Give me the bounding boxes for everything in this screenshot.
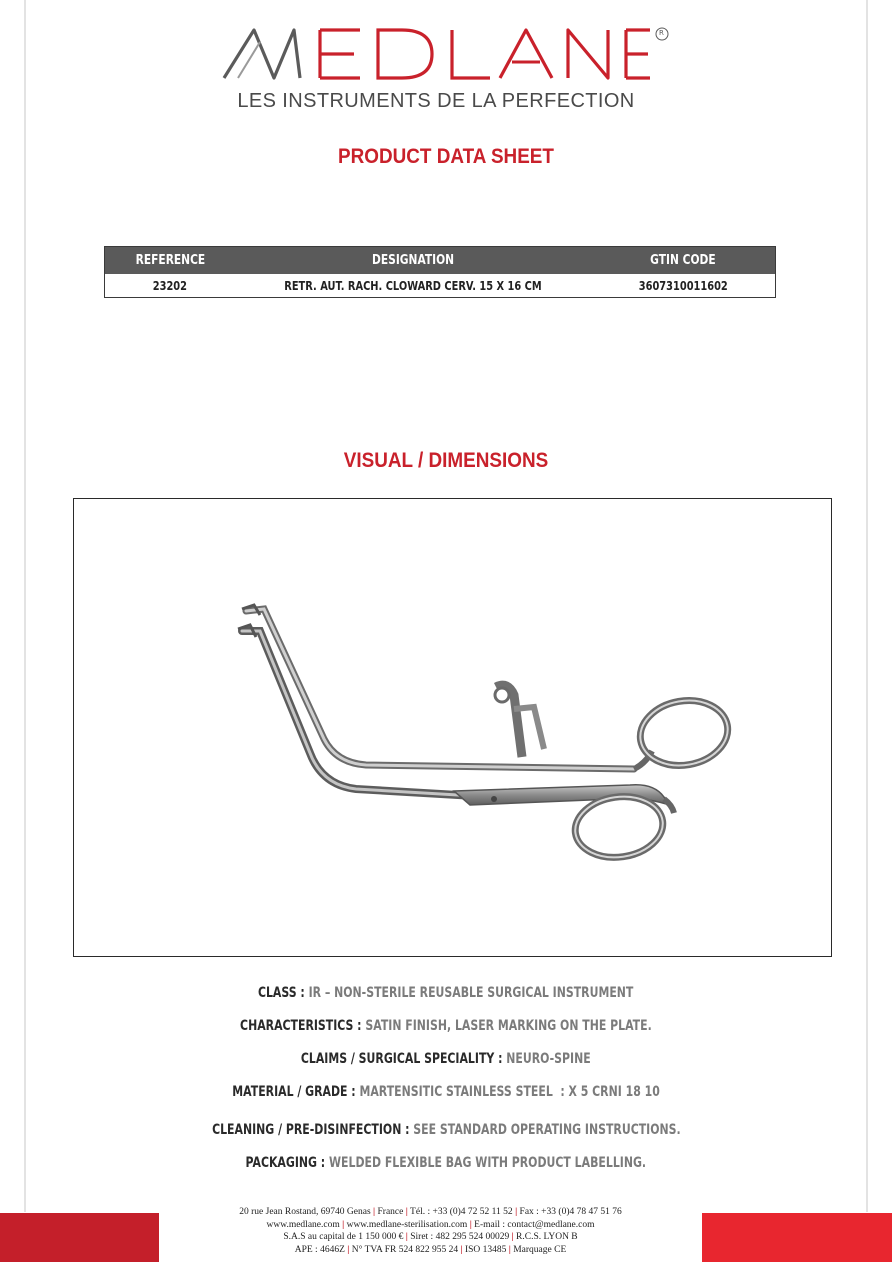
header-designation: DESIGNATION (371, 253, 455, 268)
email-link[interactable]: E-mail : contact@medlane.com (474, 1219, 595, 1230)
spec-packaging: PACKAGING : WELDED FLEXIBLE BAG WITH PRODUCT LABELLING. (245, 1155, 647, 1171)
footer-company-info (159, 1206, 702, 1256)
spec-characteristics: CHARACTERISTICS : SATIN FINISH, LASER MARKING ON THE PLATE. (240, 1018, 652, 1034)
spec-claims: CLAIMS / SURGICAL SPECIALITY : NEURO-SPINE (301, 1051, 591, 1067)
header-gtin: GTIN CODE (650, 253, 716, 268)
sterilisation-website-link[interactable]: www.medlane-sterilisation.com (346, 1219, 468, 1230)
reference-table (104, 246, 776, 298)
medlane-logo (220, 24, 672, 84)
product-data-sheet-heading: PRODUCT DATA SHEET (338, 145, 554, 168)
brand-tagline: LES INSTRUMENTS DE LA PERFECTION (237, 90, 635, 112)
footer-accent-left (0, 1213, 159, 1262)
header-reference: REFERENCE (135, 253, 205, 268)
spec-cleaning: CLEANING / PRE-DISINFECTION : SEE STANDARD OPERATING INSTRUCTIONS. (211, 1122, 681, 1138)
website-link[interactable]: www.medlane.com (266, 1219, 340, 1230)
visual-dimensions-heading: VISUAL / DIMENSIONS (343, 449, 549, 472)
spec-class: CLASS : IR – NON-STERILE REUSABLE SURGICAL INSTRUMENT (258, 985, 634, 1001)
spec-material: MATERIAL / GRADE : MARTENSITIC STAINLESS STEEL : X 5 CRNI 18 10 (232, 1084, 660, 1100)
footer-line-web: www.medlane.com | www.medlane-sterilisation.com | E-mail : contact@medlane.com (266, 1219, 595, 1230)
table-row (105, 274, 775, 298)
cell-reference: 23202 (152, 279, 188, 293)
product-visual-frame (73, 498, 832, 957)
table-header-row (105, 247, 775, 274)
footer-line-legal: S.A.S au capital de 1 150 000 € | Siret : 482 295 524 00029 | R.C.S. LYON B (283, 1232, 578, 1242)
cell-gtin: 3607310011602 (638, 279, 728, 293)
footer-accent-right (702, 1213, 892, 1262)
footer-line-registration: APE : 4646Z | N° TVA FR 524 822 955 24 | ISO 13485 | Marquage CE (294, 1244, 567, 1255)
cell-designation: RETR. AUT. RACH. CLOWARD CERV. 15 X 16 CM (284, 279, 542, 293)
registered-mark: R (659, 29, 664, 37)
footer-line-address: 20 rue Jean Rostand, 69740 Genas | France | Tél. : +33 (0)4 72 52 11 52 | Fax : +33 (0)4 78 47 51 76 (239, 1207, 622, 1217)
surgical-retractor-icon (74, 499, 831, 956)
